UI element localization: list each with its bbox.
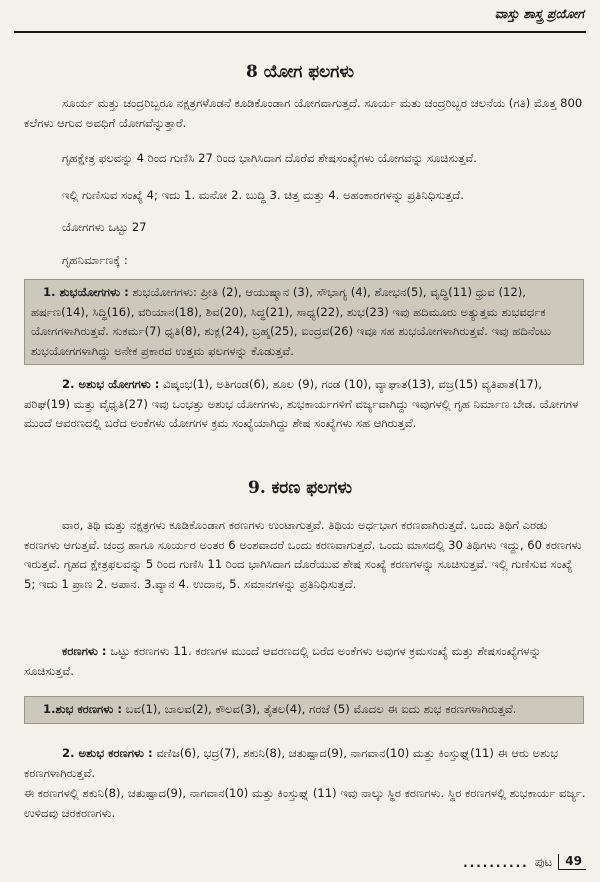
inauspicious-karanas-label: 2. ಅಶುಭ ಕರಣಗಳು :: [62, 746, 153, 760]
section-9-para-1: ವಾರ, ತಿಥಿ ಮತ್ತು ನಕ್ಷತ್ರಗಳು ಕೂಡಿಕೊಂಡಾಗ ಕರಣಗಳು ಉಂಟಾಗುತ್ತವೆ. ತಿಥಿಯ ಅರ್ಧಭಾಗ ಕರಣವಾಗಿರುತ್ತದೆ. ಒಂದು ತಿಥಿಗೆ ಎರಡು ಕರಣಗಳು ಆಗುತ್ತವೆ. ಚಂದ್ರ ಹಾಗೂ ಸೂರ್ಯರ ಅಂತರ 6 ಅಂಶವಾದರೆ ಒಂದು ಕರಣವಾಗುತ್ತದೆ. ಒಂದು ಮಾಸದಲ್ಲಿ 30 ತಿಥಿಗಳು ಇದ್ದು, 60 ಕರಣಗಳು ಇರುತ್ತವೆ. ಗೃಹದ ಕ್ಷೇತ್ರಫಲವನ್ನು 5 ರಿಂದ ಗುಣಿಸಿ 11 ರಿಂದ ಭಾಗಿಸಿದಾಗ ದೊರೆಯುವ ಶೇಷ ಸಂಖ್ಯೆ ಕರಣಗಳನ್ನು ಸೂಚಿಸುತ್ತವೆ. ಇಲ್ಲಿ ಗುಣಿಸುವ ಸಂಖ್ಯೆ 5; ಇದು 1 ಪ್ರಾಣ 2. ಅಪಾನ. 3.ವ್ಯಾನ 4. ಉದಾನ, 5. ಸಮಾನಗಳನ್ನು ಪ್ರತಿನಿಧಿಸುತ್ತದೆ.: [24, 518, 582, 591]
section-8-para-5: ಗೃಹನಿರ್ಮಾಣಕ್ಕೆ :: [62, 253, 128, 267]
inauspicious-karanas-text: ವಣಿಜ(6), ಭದ್ರ(7), ಶಕುನಿ(8), ಚತುಷ್ಪಾದ(9), ನಾಗವಾನ(10) ಮತ್ತು ಕಿಂಸ್ತುಘ್ನ(11) ಈ ಆರು ಅಶುಭ ಕರಣಗಳಾಗಿರುತ್ತವೆ.: [24, 746, 559, 780]
auspicious-karanas-label: 1.ಶುಭ ಕರಣಗಳು :: [43, 702, 122, 716]
karanas-label: ಕರಣಗಳು :: [62, 644, 107, 658]
header-rule: [14, 31, 586, 33]
footer-dots: ..........: [463, 856, 529, 870]
section-9-para-4: ಈ ಕರಣಗಳಲ್ಲಿ ಶಕುನಿ(8), ಚತುಷ್ಪಾದ(9), ನಾಗವಾನ(10) ಮತ್ತು ಕಿಂಸ್ತುಘ್ನ (11) ಇವು ನಾಲ್ಕು ಸ್ಥಿರ ಕರಣಗಳು. ಸ್ಥಿರ ಕರಣಗಳಲ್ಲಿ ಶುಭಕಾರ್ಯ ವರ್ಜ್ಯ. ಉಳಿದವು ಚರಕರಣಗಳು.: [24, 786, 586, 820]
section-9-title: 9. ಕರಣ ಫಲಗಳು: [247, 478, 353, 498]
inauspicious-yogas-label: 2. ಅಶುಭ ಯೋಗಗಳು :: [62, 377, 160, 391]
auspicious-yogas-label: 1. ಶುಭಯೋಗಗಳು :: [43, 285, 129, 299]
auspicious-karanas-box: [24, 696, 584, 724]
section-8-para-3: ಇಲ್ಲಿ ಗುಣಿಸುವ ಸಂಖ್ಯೆ 4; ಇದು 1. ಮನೋ 2. ಬುದ್ಧಿ 3. ಚಿತ್ತ ಮತ್ತು 4. ಅಹಂಕಾರಗಳನ್ನು ಪ್ರತಿನಿಧಿಸುತ್ತದೆ.: [62, 188, 464, 202]
running-header: ವಾಸ್ತು ಶಾಸ್ತ್ರ ಪ್ರಯೋಗ: [494, 6, 584, 21]
inauspicious-yogas-text: ವಿಷ್ಕಂಭ(1), ಅತಿಗಂಡ(6), ಶೂಲ (9), ಗಂಡ (10), ವ್ಯಾಘಾತ(13), ವಜ್ರ(15) ವ್ಯತಿಪಾತ(17), ಪರಿಘ(19) ಮತ್ತು ವೈಧೃತಿ(27) ಇವು ಒಂಭತ್ತು ಅಶುಭ ಯೋಗಗಳು, ಶುಭಕಾರ್ಯಗಳಿಗೆ ವರ್ಜ್ಯವಾಗಿದ್ದು ಇವುಗಳಲ್ಲಿ ಗೃಹ ನಿರ್ಮಾಣ ಬೇಡ. ಯೋಗಗಳ ಮುಂದೆ ಆವರಣದಲ್ಲಿ ಬರೆದ ಅಂಕೆಗಳು ಯೋಗಗಳ ಕ್ರಮ ಸಂಖ್ಯೆಯಾಗಿದ್ದು ಶೇಷ ಸಂಖ್ಯೆಗಳು ಸಹ ಆಗಿರುತ್ತವೆ.: [24, 377, 579, 430]
karanas-text: ಒಟ್ಟು ಕರಣಗಳು 11. ಕರಣಗಳ ಮುಂದೆ ಆವರಣದಲ್ಲಿ ಬರೆದ ಅಂಕೆಗಳು ಅವುಗಳ ಕ್ರಮಸಂಖ್ಯೆ ಮತ್ತು ಶೇಷಸಂಖ್ಯೆಗಳನ್ನು ಸೂಚಿಸುತ್ತವೆ.: [24, 644, 542, 678]
section-8-para-4: ಯೋಗಗಳು ಒಟ್ಟು 27: [62, 220, 147, 234]
auspicious-karanas-text: ಬವ(1), ಬಾಲವ(2), ಕೌಲವ(3), ತೈತಲ(4), ಗರಜೆ (5) ಮೊದಲ ಈ ಐದು ಶುಭ ಕರಣಗಳಾಗಿರುತ್ತವೆ.: [125, 702, 517, 716]
section-8-para-2: ಗೃಹಕ್ಷೇತ್ರ ಫಲವನ್ನು 4 ರಿಂದ ಗುಣಿಸಿ 27 ರಿಂದ ಭಾಗಿಸಿದಾಗ ದೊರೆವ ಶೇಷಸಂಖ್ಯೆಗಳು ಯೋಗವನ್ನು ಸೂಚಿಸುತ್ತವೆ.: [62, 151, 477, 165]
section-8-title: 8 ಯೋಗ ಫಲಗಳು: [245, 62, 354, 82]
section-8-para-6: [24, 375, 586, 434]
page-footer: [463, 854, 586, 870]
page-label: ಪುಟ: [534, 855, 553, 869]
section-9-para-2: [24, 642, 586, 681]
page-number: 49: [558, 854, 586, 870]
section-9-para-3: [24, 744, 586, 783]
auspicious-yogas-box: [24, 279, 584, 365]
section-8-para-1: ಸೂರ್ಯ ಮತ್ತು ಚಂದ್ರರಿಬ್ಬರೂ ನಕ್ಷತ್ರಗಳೊಡನೆ ಕೂಡಿಕೊಂಡಾಗ ಯೋಗವಾಗುತ್ತದೆ. ಸೂರ್ಯ ಮತು ಚಂದ್ರರಿಬ್ಬರ ಚಲನೆಯ (ಗತಿ) ಮೊತ್ತ 800 ಕಲೆಗಳು ಆಗುವ ಅವಧಿಗೆ ಯೋಗವೆನ್ನುತ್ತಾರೆ.: [24, 96, 583, 130]
auspicious-yogas-text: ಶುಭಯೋಗಗಳು: ಪ್ರೀತಿ (2), ಆಯುಷ್ಮಾನ (3), ಸೌಭಾಗ್ಯ (4), ಶೋಭನ(5), ವೃದ್ಧಿ(11) ಧ್ರುವ (12), ಹರ್ಷಣ(14), ಸಿದ್ಧಿ(16), ವರಿಯಾನ(18), ಶಿವ(20), ಸಿದ್ಧ(21), ಸಾಧ್ಯ(22), ಶುಭ(23) ಇವು ಹದಿಮೂರು ಅತ್ಯುತ್ತಮ ಶುಭವರ್ಧಕ ಯೋಗಗಳಾಗಿರುತ್ತವೆ. ಸುಕರ್ಮ(7) ಧೃತಿ(8), ಶುಕ್ಲ(24), ಬ್ರಹ್ಮ(25), ಐಂದ್ರವ(26) ಇವೂ ಸಹ ಶುಭಯೋಗಳಾಗಿರುತ್ತವೆ. ಇವು ಹದಿನೆಂಟು ಶುಭಯೋಗಗಳಾಗಿದ್ದು ಅನೇಕ ಪ್ರಕಾರದ ಉತ್ತಮ ಫಲಗಳನ್ನು ಕೊಡುತ್ತವೆ.: [31, 285, 552, 358]
